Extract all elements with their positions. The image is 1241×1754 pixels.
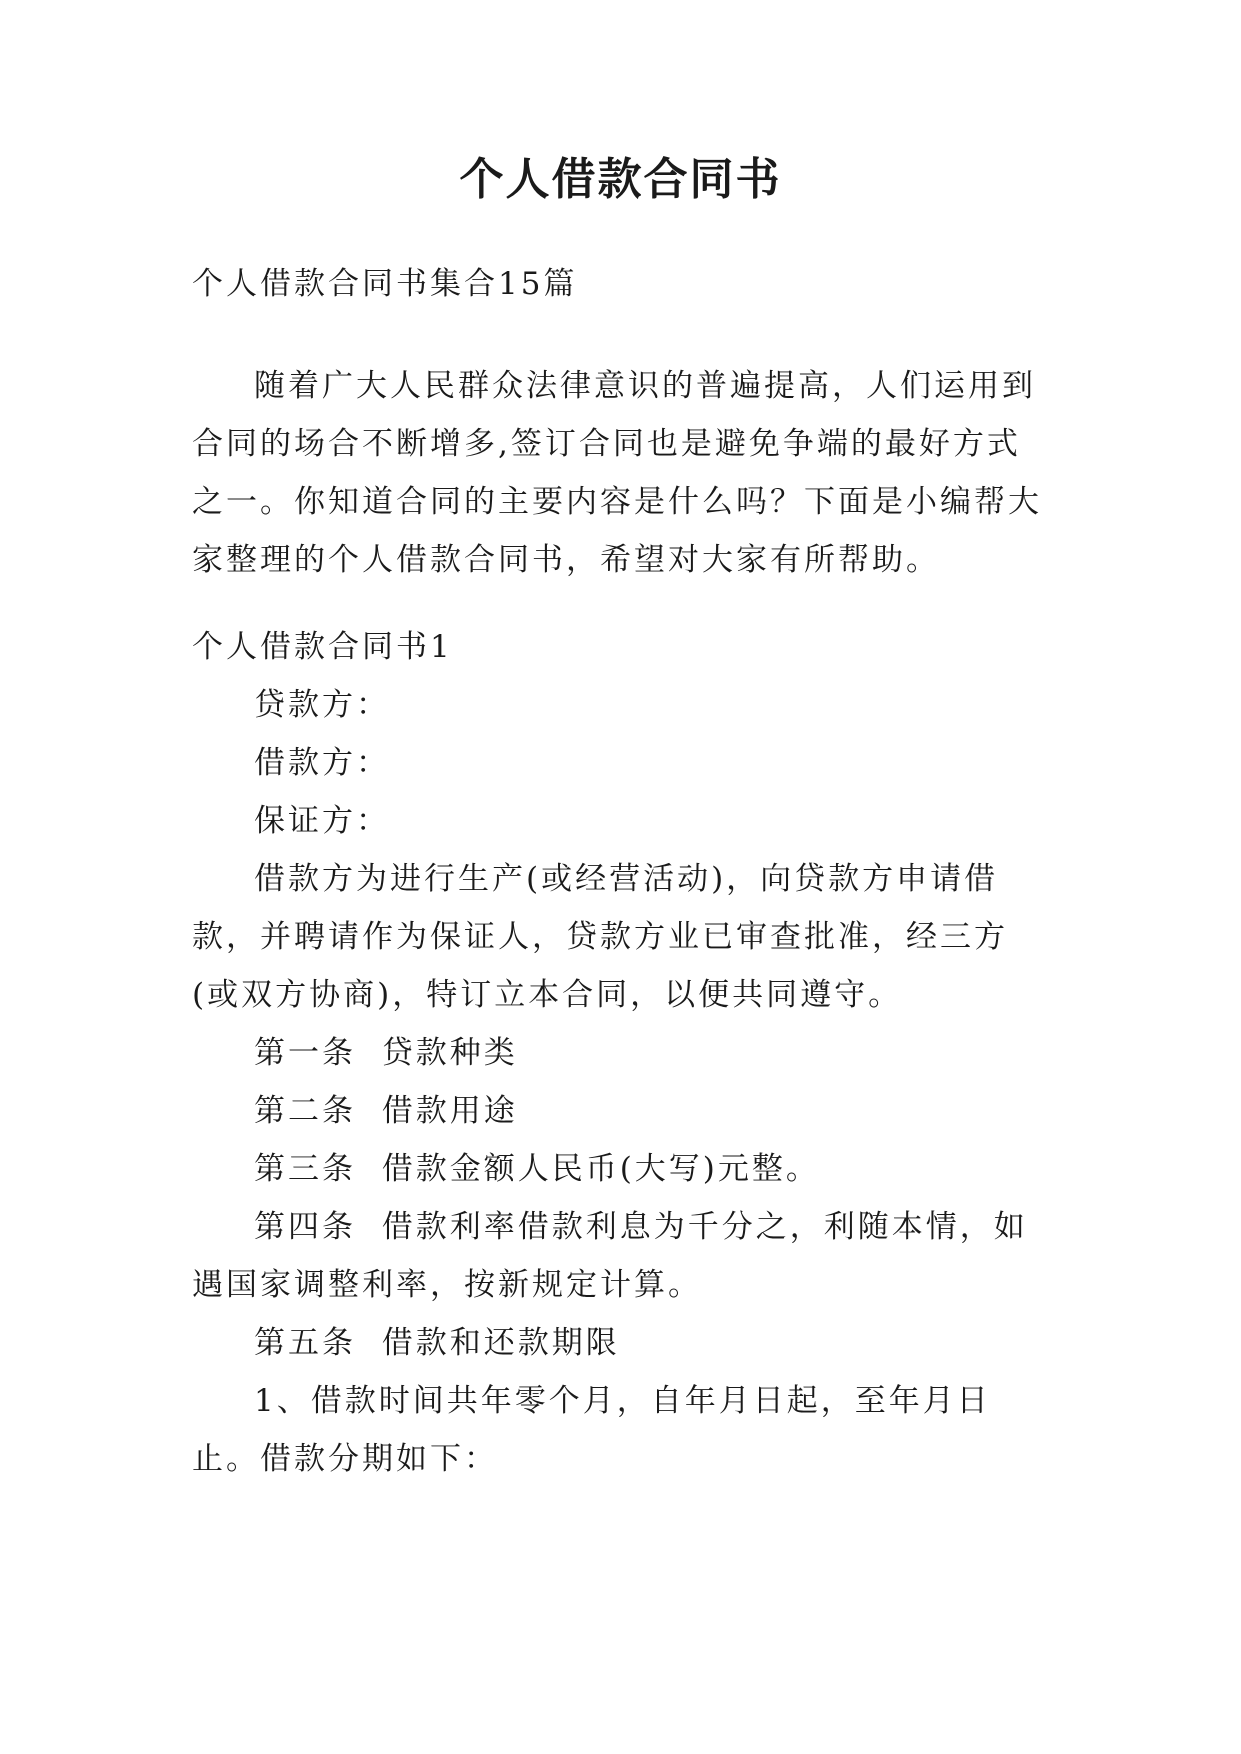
collection-line: 个人借款合同书集合15篇	[192, 266, 578, 302]
section-heading: 个人借款合同书1	[192, 629, 453, 665]
clause-1: 1、借款时间共年零个月，自年月日起，至年月日止。借款分期如下：	[192, 1383, 991, 1477]
article-2: 第二条 借款用途	[254, 1093, 518, 1129]
article-4: 第四条 借款利率借款利息为千分之，利随本情，如遇国家调整利率，按新规定计算。	[192, 1209, 1028, 1303]
borrower-line: 借款方：	[254, 745, 390, 781]
document-title: 个人借款合同书	[459, 154, 782, 205]
article-3: 第三条 借款金额人民币(大写)元整。	[254, 1151, 820, 1187]
guarantor-line: 保证方：	[254, 803, 390, 839]
intro-paragraph: 随着广大人民群众法律意识的普遍提高，人们运用到合同的场合不断增多,签订合同也是避免争端的最好方式之一。你知道合同的主要内容是什么吗？下面是小编帮大家整理的个人借款合同书，希望对大家有所帮助。	[192, 368, 1042, 578]
lender-line: 贷款方：	[254, 687, 390, 723]
preamble-paragraph: 借款方为进行生产(或经营活动)，向贷款方申请借款，并聘请作为保证人，贷款方业已审查批准，经三方(或双方协商)，特订立本合同，以便共同遵守。	[192, 861, 1008, 1013]
article-1: 第一条 贷款种类	[254, 1035, 518, 1071]
section-1	[192, 618, 1052, 1488]
article-5: 第五条 借款和还款期限	[254, 1325, 620, 1361]
